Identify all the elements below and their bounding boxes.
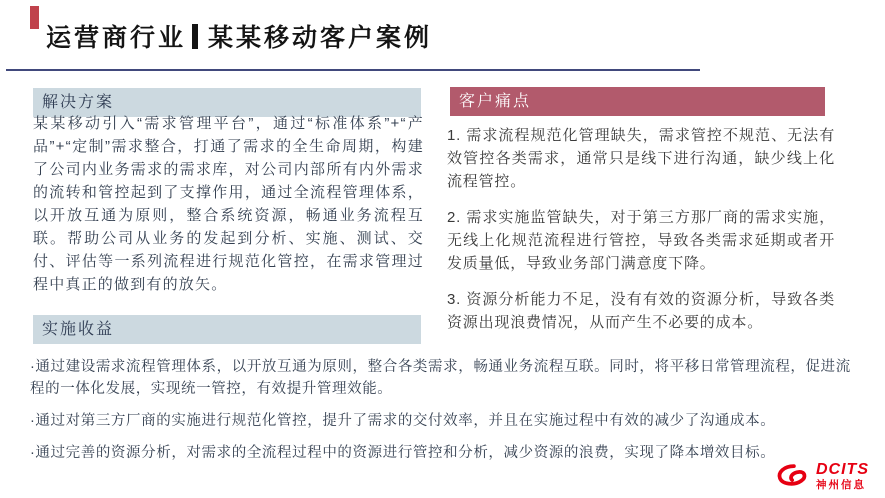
title-accent-bar (30, 6, 39, 29)
title-prefix: 运营商行业 (46, 24, 187, 52)
solution-body-text: 某某移动引入“需求管理平台”，通过“标准体系”+“产品”+“定制”需求整合，打通了需求的全生命周期，构建了公司内业务需求的需求库，对公司内部所有内外需求的流转和管控起到了支撑作用，通过全流程管理体系，以开放互通为原则，整合系统资源，畅通业务流程互联。帮助公司从业务的发起到分析、实施、测试、交付、评估等一系列流程进行规范化管控，在需求管理过程中真正的做到有的放矢。 (33, 115, 424, 293)
dcits-company-name: 神州信息 (816, 478, 866, 491)
page-title (46, 18, 432, 54)
benefits-section-header: 实施收益 (33, 315, 421, 344)
title-divider-bar (192, 24, 198, 49)
dcits-logo-text (816, 462, 869, 491)
solution-section-header: 解决方案 (33, 88, 421, 117)
pain-point-item-1: 1. 需求流程规范化管理缺失，需求管控不规范、无法有效管控各类需求，通常只是线下进行沟通，缺少线上化流程管控。 (447, 127, 835, 190)
dcits-brand-name: DCITS (816, 460, 869, 478)
benefits-list (30, 351, 862, 474)
title-suffix: 某某移动客户案例 (208, 24, 433, 52)
benefit-item-2: ·通过对第三方厂商的实施进行规范化管控，提升了需求的交付效率，并且在实施过程中有效的减少了沟通成本。 (30, 413, 776, 429)
pain-points-list (447, 115, 835, 347)
dcits-swirl-icon (775, 462, 811, 490)
pain-points-section-header: 客户痛点 (450, 87, 825, 116)
pain-point-item-3: 3. 资源分析能力不足，没有有效的资源分析，导致各类资源出现浪费情况，从而产生不必要的成本。 (447, 291, 835, 331)
dcits-logo (775, 462, 869, 491)
title-underline (6, 69, 700, 71)
benefit-item-3: ·通过完善的资源分析，对需求的全流程过程中的资源进行管控和分析，减少资源的浪费，实现了降本增效目标。 (30, 445, 776, 461)
benefit-item-1: ·通过建设需求流程管理体系，以开放互通为原则，整合各类需求，畅通业务流程互联。同时，将平移日常管理流程，促进流程的一体化发展，实现统一管控，有效提升管理效能。 (30, 359, 851, 397)
pain-point-item-2: 2. 需求实施监管缺失，对于第三方那厂商的需求实施，无线上化规范流程进行管控，导致各类需求延期或者开发质量低，导致业务部门满意度下降。 (447, 209, 835, 272)
